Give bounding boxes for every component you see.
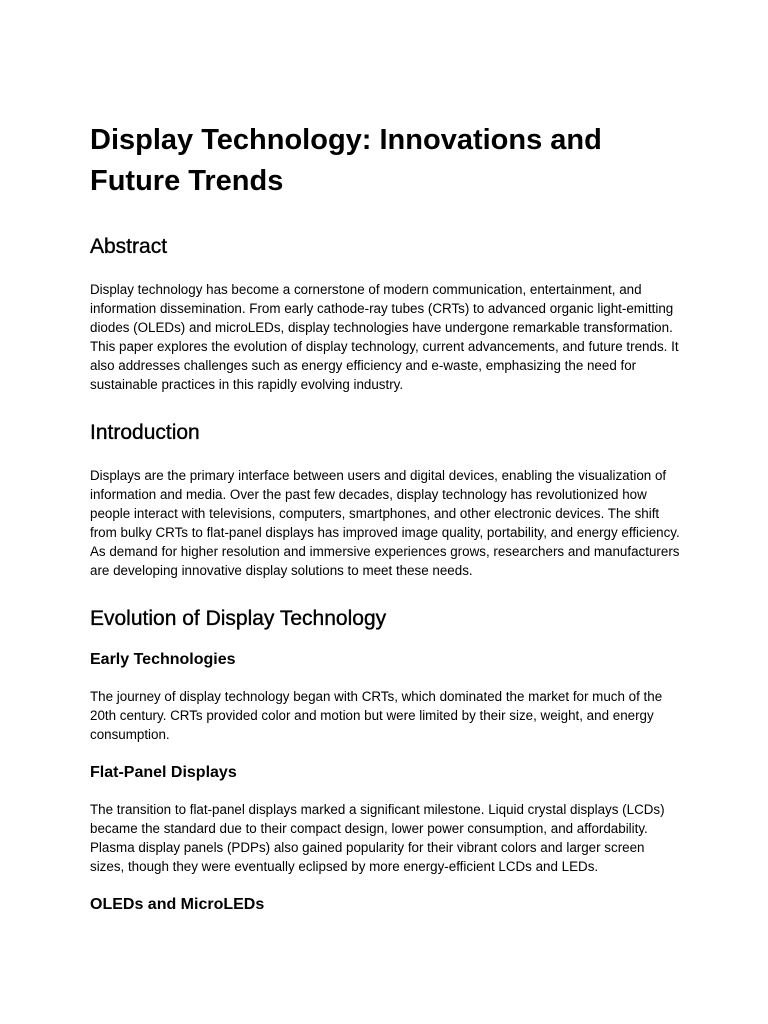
document-page — [90, 120, 680, 915]
introduction-heading: Introduction — [90, 421, 200, 444]
evolution-heading: Evolution of Display Technology — [90, 607, 387, 630]
flat-panel-heading: Flat-Panel Displays — [90, 764, 237, 781]
abstract-paragraph: Display technology has become a cornerstone of modern communication, entertainment, and information dissemination. From early cathode-ray tubes (CRTs) to advanced organic light-emitting diodes (OLEDs) and microLEDs, display technologies have undergone remarkable transformation. This paper explores the evolution of display technology, current advancements, and future trends. It also addresses challenges such as energy efficiency and e-waste, emphasizing the need for sustainable practices in this rapidly evolving industry. — [90, 282, 679, 392]
introduction-paragraph: Displays are the primary interface between users and digital devices, enabling the visualization of information and media. Over the past few decades, display technology has revolutionized how people interact with televisions, computers, smartphones, and other electronic devices. The shift from bulky CRTs to flat-panel displays has improved image quality, portability, and energy efficiency. As demand for higher resolution and immersive experiences grows, researchers and manufacturers are developing innovative display solutions to meet these needs. — [90, 468, 680, 578]
abstract-heading: Abstract — [90, 235, 168, 258]
early-technologies-paragraph: The journey of display technology began with CRTs, which dominated the market for much of the 20th century. CRTs provided color and motion but were limited by their size, weight, and energy consumption. — [90, 689, 663, 742]
document-title: Display Technology: Innovations and Future Trends — [90, 124, 602, 197]
flat-panel-paragraph: The transition to flat-panel displays marked a significant milestone. Liquid crystal displays (LCDs) became the standard due to their compact design, lower power consumption, and affordability. Plasma display panels (PDPs) also gained popularity for their vibrant colors and larger screen sizes, though they were eventually eclipsed by more energy-efficient LCDs and LEDs. — [90, 802, 665, 874]
early-technologies-heading: Early Technologies — [90, 651, 236, 668]
oled-microled-heading: OLEDs and MicroLEDs — [90, 896, 265, 913]
